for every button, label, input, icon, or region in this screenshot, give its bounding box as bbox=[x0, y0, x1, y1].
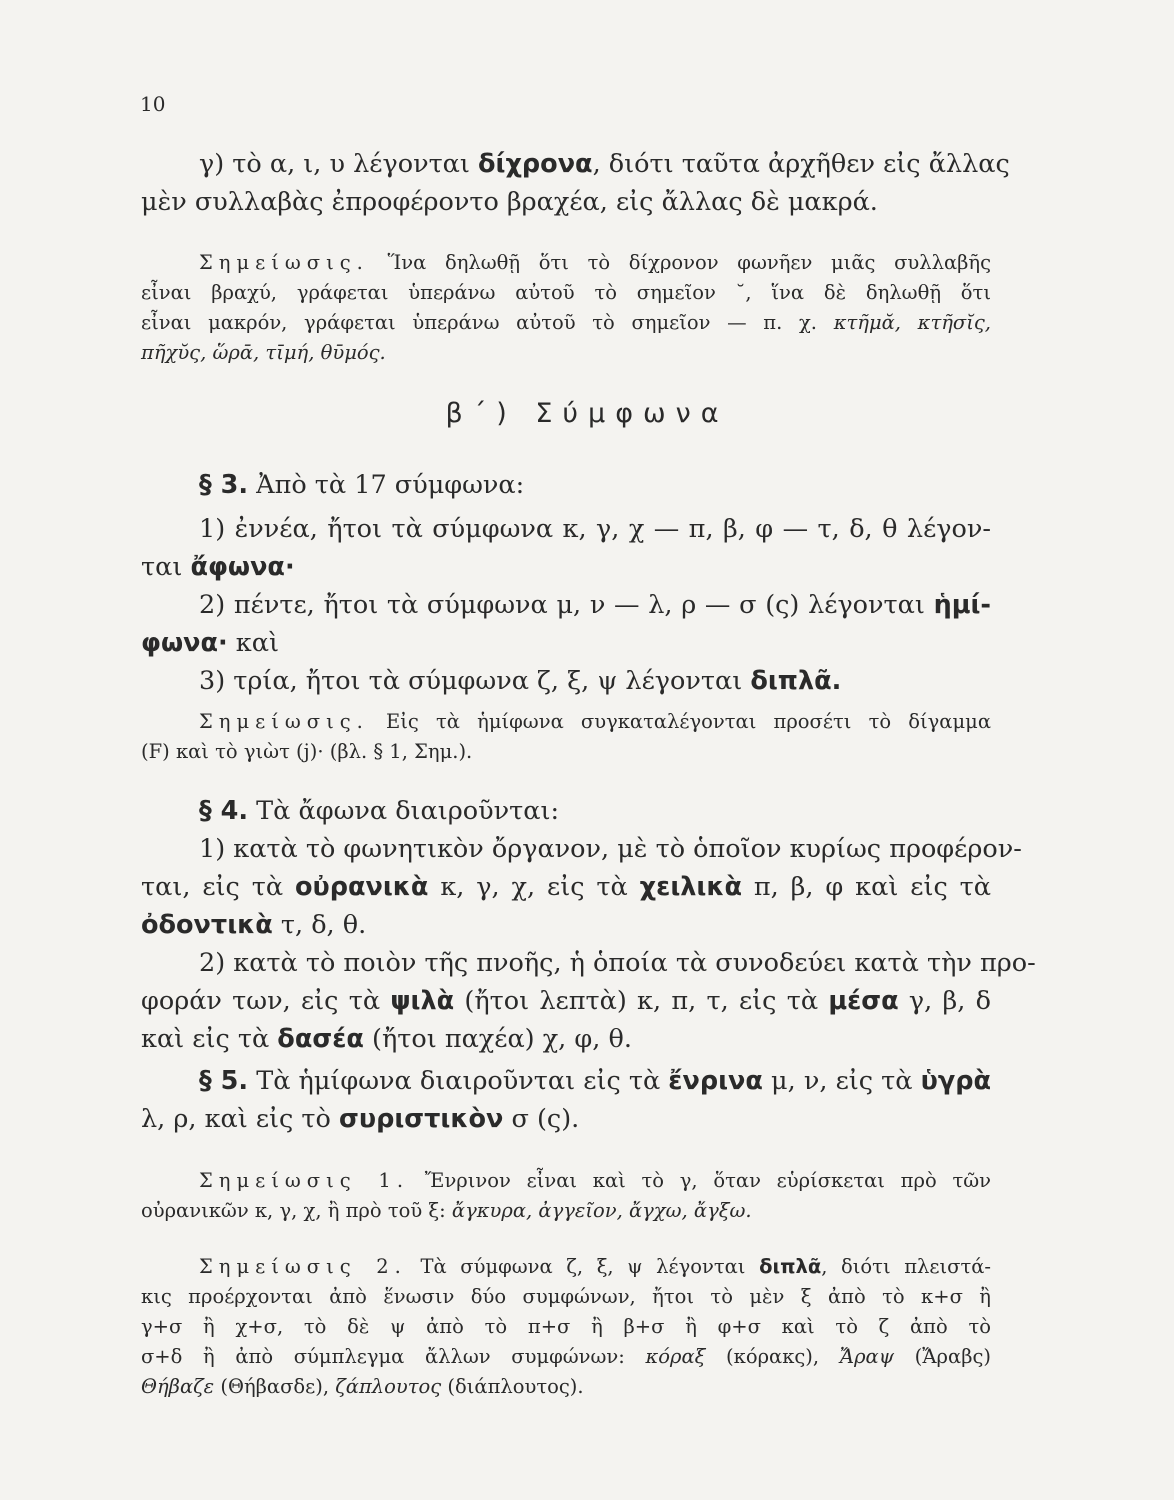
note-label: Σημείωσις 2. bbox=[199, 1255, 407, 1278]
line: κις προέρχονται ἀπὸ ἕνωσιν δύο συμφώνων, ἤτοι τὸ μὲν ξ ἀπὸ τὸ κ+σ ἢ bbox=[141, 1285, 991, 1308]
term-syristikon: συριστικὸν bbox=[339, 1104, 504, 1134]
text: καὶ bbox=[227, 628, 279, 658]
term-dipla: διπλᾶ bbox=[759, 1255, 822, 1278]
line bbox=[141, 906, 991, 944]
section-heading: β΄) Σύμφωνα bbox=[445, 398, 729, 429]
section-number: § 4. bbox=[199, 796, 249, 826]
note-2 bbox=[141, 707, 991, 767]
text: π, β, φ καὶ εἰς τὰ bbox=[741, 872, 991, 902]
text: (διάπλουτος). bbox=[441, 1375, 584, 1398]
section-number: § 5. bbox=[199, 1066, 249, 1096]
text: οὐρανικῶν κ, γ, χ, ἢ πρὸ τοῦ ξ: bbox=[141, 1199, 452, 1222]
line: 1) ἐννέα, ἤτοι τὰ σύμφωνα κ, γ, χ — π, β, φ — τ, δ, θ λέγον- bbox=[199, 514, 991, 544]
note-label: Σημείωσις. bbox=[199, 710, 369, 733]
text: καὶ εἰς τὰ bbox=[141, 1024, 278, 1054]
line: πῆχῠς, ὥρᾱ, τῑμή, θῡμός. bbox=[141, 341, 386, 364]
line bbox=[141, 1020, 991, 1058]
text: (Ἄραβς) bbox=[894, 1345, 991, 1368]
text: (ἤτοι λεπτὰ) κ, π, τ, εἰς τὰ bbox=[454, 986, 829, 1016]
term-dasea: δασέα bbox=[277, 1024, 364, 1054]
example: κτῆμᾰ, κτῆσῐς, bbox=[833, 311, 991, 334]
text: ται, εἰς τὰ bbox=[141, 872, 295, 902]
term-dichrona: δίχρονα bbox=[478, 149, 593, 179]
line: 1) κατὰ τὸ φωνητικὸν ὄργανον, μὲ τὸ ὁποῖον κυρίως προφέρον- bbox=[199, 834, 1022, 864]
line: γ+σ ἢ χ+σ, τὸ δὲ ψ ἀπὸ τὸ π+σ ἢ β+σ ἢ φ+σ καὶ τὸ ζ ἀπὸ τὸ bbox=[141, 1315, 991, 1338]
text: Ἵνα δηλωθῇ ὅτι τὸ δίχρονον φωνῆεν μιᾶς συλλαβῆς bbox=[368, 251, 991, 274]
note-1 bbox=[141, 248, 991, 368]
text: (Θήβασδε), bbox=[214, 1375, 336, 1398]
text: , διότι πλειστά- bbox=[821, 1255, 991, 1278]
example: ἄγκυρα, ἀγγεῖον, ἄγχω, ἄγξω. bbox=[451, 1199, 752, 1222]
line bbox=[141, 982, 991, 1020]
term-aphona: ἄφωνα· bbox=[190, 552, 295, 582]
text: Τὰ ἡμίφωνα διαιροῦνται εἰς τὰ bbox=[248, 1066, 669, 1096]
term-mesa: μέσα bbox=[828, 986, 899, 1016]
text: , διότι ταῦτα ἀρχῆθεν εἰς ἄλλας bbox=[592, 149, 1010, 179]
text: λ, ρ, καὶ εἰς τὸ bbox=[141, 1104, 339, 1134]
text: μ, ν, εἰς τὰ bbox=[762, 1066, 921, 1096]
line bbox=[141, 868, 991, 906]
text: Ἔνρινον εἶναι καὶ τὸ γ, ὅταν εὑρίσκεται πρὸ τῶν bbox=[409, 1169, 991, 1192]
text: ται bbox=[141, 552, 191, 582]
line bbox=[141, 707, 991, 737]
line bbox=[141, 662, 991, 700]
text: Τὰ ἄφωνα διαιροῦνται: bbox=[248, 796, 560, 826]
text: Εἰς τὰ ἡμίφωνα συγκαταλέγονται προσέτι τὸ δίγαμμα bbox=[368, 710, 991, 733]
term-ouranika: οὐρανικὰ bbox=[294, 872, 429, 902]
line: 2) κατὰ τὸ ποιὸν τῆς πνοῆς, ἡ ὁποία τὰ συνοδεύει κατὰ τὴν προ- bbox=[199, 948, 1036, 978]
term-odontika: ὀδοντικὰ bbox=[141, 910, 273, 940]
line bbox=[141, 1062, 991, 1100]
note-label: Σημείωσις 1. bbox=[199, 1169, 410, 1192]
line bbox=[141, 586, 991, 624]
line: μὲν συλλαβὰς ἐπροφέροντο βραχέα, εἰς ἄλλας δὲ μακρά. bbox=[141, 187, 878, 217]
term-cheilika: χειλικὰ bbox=[639, 872, 742, 902]
term-psila: ψιλὰ bbox=[390, 986, 455, 1016]
line bbox=[141, 1342, 991, 1372]
section-3 bbox=[141, 466, 991, 700]
line bbox=[141, 792, 991, 830]
section-4 bbox=[141, 792, 1036, 1058]
text: Ἀπὸ τὰ 17 σύμφωνα: bbox=[248, 470, 525, 500]
text: γ, β, δ bbox=[898, 986, 991, 1016]
example: Θήβαζε bbox=[141, 1375, 215, 1398]
line bbox=[141, 1252, 991, 1282]
line bbox=[141, 1100, 991, 1138]
text: Τὰ σύμφωνα ζ, ξ, ψ λέγονται bbox=[406, 1255, 760, 1278]
line bbox=[141, 248, 991, 278]
text: σ (ς). bbox=[503, 1104, 580, 1134]
example: ζάπλουτος bbox=[335, 1375, 442, 1398]
note-4 bbox=[141, 1252, 991, 1402]
page-number: 10 bbox=[140, 92, 166, 116]
text: κ, γ, χ, εἰς τὰ bbox=[428, 872, 640, 902]
text: τ, δ, θ. bbox=[272, 910, 367, 940]
term-enrina: ἔνρινα bbox=[668, 1066, 763, 1096]
text: εἶναι μακρόν, γράφεται ὑπεράνω αὐτοῦ τὸ σημεῖον — π. χ. bbox=[141, 311, 834, 334]
term-hemiphona: ἡμί- bbox=[933, 590, 991, 620]
section-5 bbox=[141, 1062, 991, 1138]
note-3 bbox=[141, 1166, 991, 1226]
line bbox=[141, 548, 991, 586]
example: κόραξ bbox=[645, 1345, 706, 1368]
term-dipla: διπλᾶ. bbox=[750, 666, 842, 696]
line bbox=[141, 308, 991, 338]
text: (κόρακς), bbox=[705, 1345, 840, 1368]
text: γ) τὸ α, ι, υ λέγονται bbox=[199, 149, 479, 179]
line: (F) καὶ τὸ γιὼτ (j)· (βλ. § 1, Σημ.). bbox=[141, 740, 473, 763]
line bbox=[141, 1372, 991, 1402]
line bbox=[141, 624, 991, 662]
paragraph-dichrona bbox=[141, 145, 1010, 221]
text: φοράν των, εἰς τὰ bbox=[141, 986, 391, 1016]
text: (ἤτοι παχέα) χ, φ, θ. bbox=[363, 1024, 632, 1054]
note-label: Σημείωσις. bbox=[199, 251, 369, 274]
text: 3) τρία, ἤτοι τὰ σύμφωνα ζ, ξ, ψ λέγονται bbox=[199, 666, 751, 696]
section-number: § 3. bbox=[199, 470, 249, 500]
example: Ἄραψ bbox=[839, 1345, 894, 1368]
text: σ+δ ἢ ἀπὸ σύμπλεγμα ἄλλων συμφώνων: bbox=[141, 1345, 646, 1368]
line bbox=[141, 145, 1010, 183]
text: 2) πέντε, ἤτοι τὰ σύμφωνα μ, ν — λ, ρ — σ (ς) λέγονται bbox=[199, 590, 934, 620]
line bbox=[141, 1196, 991, 1226]
term-hemiphona-cont: φωνα· bbox=[141, 628, 228, 658]
term-hygra: ὑγρὰ bbox=[920, 1066, 991, 1096]
line bbox=[141, 1166, 991, 1196]
line bbox=[141, 466, 991, 504]
line: εἶναι βραχύ, γράφεται ὑπεράνω αὐτοῦ τὸ σημεῖον ˘, ἵνα δὲ δηλωθῇ ὅτι bbox=[141, 281, 991, 304]
